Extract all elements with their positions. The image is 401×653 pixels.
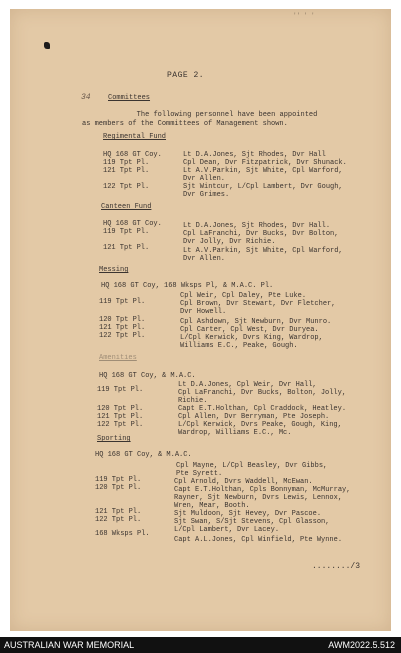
unit-label: 120 Tpt Pl. (95, 484, 142, 492)
member-names: Williams E.C., Peake, Gough. (180, 342, 298, 350)
heading-sporting: Sporting (97, 435, 131, 443)
unit-label: 121 Tpt Pl. (95, 508, 142, 516)
unit-label: HQ 168 GT Coy, 168 Wksps Pl, & M.A.C. Pl. (101, 282, 274, 290)
document-page (10, 9, 391, 631)
member-names: Cpl Dean, Dvr Fitzpatrick, Dvr Shunack. (183, 159, 347, 167)
member-names: Cpl LaFranchi, Dvr Bucks, Bolton, Jolly, (178, 389, 347, 397)
member-names: Lt A.V.Parkin, Sjt White, Cpl Warford, (183, 167, 343, 175)
member-names: Dvr Howell. (180, 308, 227, 316)
unit-label: 119 Tpt Pl. (99, 298, 146, 306)
member-names: Sjt Swan, S/Sjt Stevens, Cpl Glasson, (174, 518, 330, 526)
member-names: Lt D.A.Jones, Sjt Rhodes, Dvr Hall. (183, 222, 331, 230)
unit-label: 119 Tpt Pl. (97, 386, 144, 394)
member-names: Cpl Ashdown, Sjt Newburn, Dvr Munro. (180, 318, 332, 326)
member-names: Cpl Mayne, L/Cpl Beasley, Dvr Gibbs, (176, 462, 328, 470)
heading-regimental-fund: Regimental Fund (103, 133, 167, 141)
member-names: L/Cpl Kerwick, Dvrs King, Wardrop, (180, 334, 323, 342)
member-names: Dvr Allen. (183, 255, 226, 263)
top-mark: '' ' ' (293, 12, 315, 19)
member-names: Dvr Jolly, Dvr Richie. (183, 238, 276, 246)
ink-blot (44, 42, 50, 49)
intro-line-2: as members of the Committees of Management shown. (82, 120, 288, 128)
member-names: L/Cpl Kerwick, Dvrs Peake, Gough, King, (178, 421, 342, 429)
member-names: Cpl LaFranchi, Dvr Bucks, Dvr Bolton, (183, 230, 339, 238)
unit-label: 168 Wksps Pl. (95, 530, 150, 538)
member-names: Cpl Allen, Dvr Berryman, Pte Joseph. (178, 413, 330, 421)
member-names: Cpl Weir, Cpl Daley, Pte Luke. (180, 292, 307, 300)
member-names: Dvr Grimes. (183, 191, 230, 199)
continuation-mark: ......../3 (312, 562, 361, 571)
unit-label: HQ 168 GT Coy. (103, 151, 162, 159)
member-names: Pte Syrett. (176, 470, 223, 478)
unit-label: HQ 168 GT Coy, & M.A.C. (95, 451, 192, 459)
section-title: Committees (108, 94, 151, 102)
footer-credit: AUSTRALIAN WAR MEMORIAL (4, 640, 135, 650)
unit-label: 121 Tpt Pl. (103, 167, 150, 175)
unit-label: 122 Tpt Pl. (97, 421, 144, 429)
member-names: Cpl Arnold, Dvrs Waddell, McEwan. (174, 478, 313, 486)
member-names: Cpl Brown, Dvr Stewart, Dvr Fletcher, (180, 300, 336, 308)
unit-label: 122 Tpt Pl. (95, 516, 142, 524)
member-names: Rayner, Sjt Newburn, Dvrs Lewis, Lennox, (174, 494, 343, 502)
member-names: Sjt Wintcur, L/Cpl Lambert, Dvr Gough, (183, 183, 343, 191)
unit-label: 120 Tpt Pl. (97, 405, 144, 413)
unit-label: 121 Tpt Pl. (103, 244, 150, 252)
member-names: Capt E.T.Holthan, Cpl Craddock, Heatley. (178, 405, 347, 413)
unit-label: 120 Tpt Pl. (99, 316, 146, 324)
unit-label: 122 Tpt Pl. (99, 332, 146, 340)
heading-messing: Messing (99, 266, 129, 274)
member-names: Richie. (178, 397, 208, 405)
member-names: L/Cpl Lambert, Dvr Lacey. (174, 526, 280, 534)
heading-canteen-fund: Canteen Fund (101, 203, 152, 211)
footer-accession-number: AWM2022.5.512 (328, 640, 395, 650)
member-names: Wardrop, Williams E.C., Mc. (178, 429, 292, 437)
unit-label: HQ 168 GT Coy, & M.A.C. (99, 372, 196, 380)
unit-label: 121 Tpt Pl. (99, 324, 146, 332)
member-names: Sjt Muldoon, Sjt Hevey, Dvr Pascoe. (174, 510, 322, 518)
member-names: Wren, Mear, Booth. (174, 502, 250, 510)
unit-label: 119 Tpt Pl. (95, 476, 142, 484)
footer-bar (0, 637, 401, 653)
page-title: PAGE 2. (167, 71, 205, 80)
unit-label: 119 Tpt Pl. (103, 159, 150, 167)
unit-label: 122 Tpt Pl. (103, 183, 150, 191)
intro-line-1: The following personnel have been appointed (136, 111, 318, 119)
unit-label: 119 Tpt Pl. (103, 228, 150, 236)
member-names: Cpl Carter, Cpl West, Dvr Duryea. (180, 326, 319, 334)
member-names: Capt A.L.Jones, Cpl Winfield, Pte Wynne. (174, 536, 343, 544)
unit-label: 121 Tpt Pl. (97, 413, 144, 421)
heading-amenities: Amenities (99, 354, 137, 362)
member-names: Capt E.T.Holthan, Cpls Bonnyman, McMurray, (174, 486, 351, 494)
handwritten-number: 34 (81, 93, 91, 102)
member-names: Lt A.V.Parkin, Sjt White, Cpl Warford, (183, 247, 343, 255)
member-names: Dvr Allen. (183, 175, 226, 183)
member-names: Lt D.A.Jones, Cpl Weir, Dvr Hall, (178, 381, 317, 389)
unit-label: HQ 168 GT Coy. (103, 220, 162, 228)
member-names: Lt D.A.Jones, Sjt Rhodes, Dvr Hall (183, 151, 326, 159)
